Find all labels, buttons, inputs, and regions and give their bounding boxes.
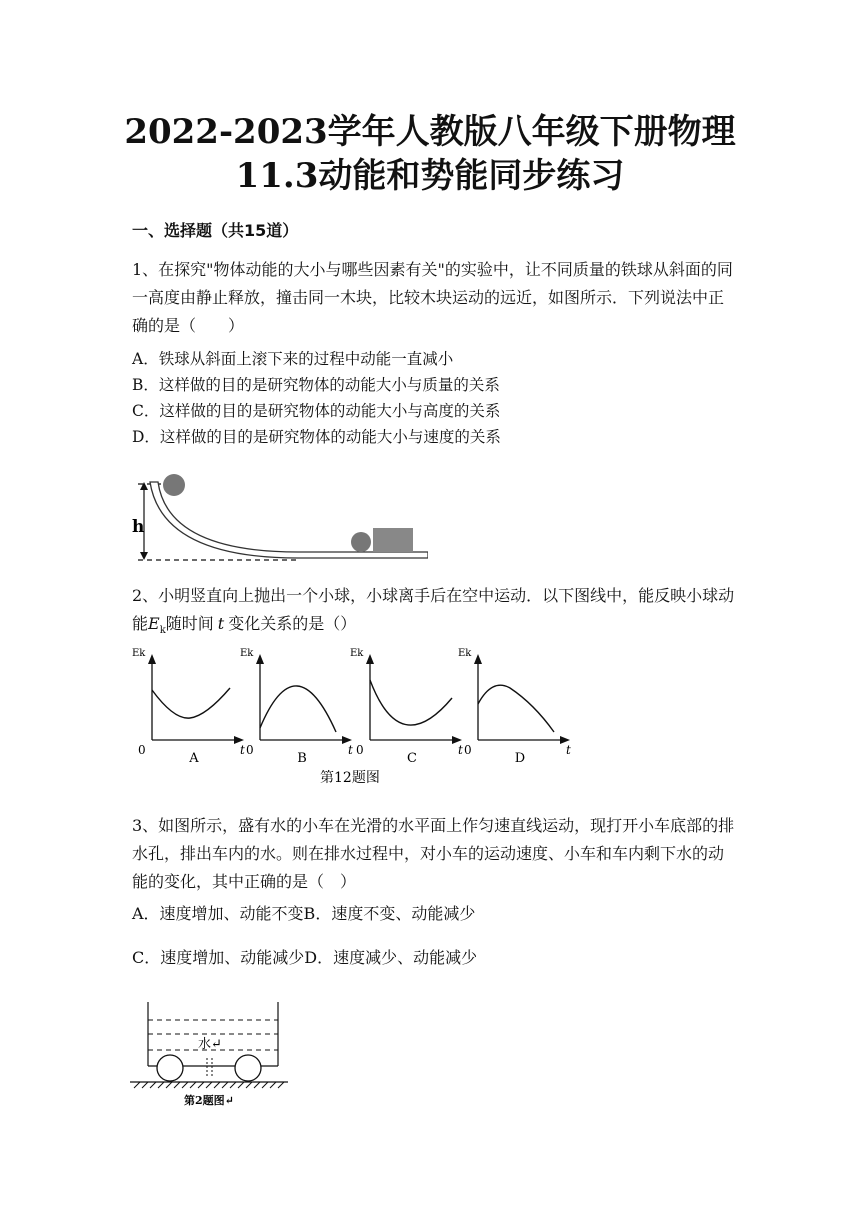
ek-graph-D	[458, 648, 571, 766]
question-3-stem: 3、如图所示，盛有水的小车在光滑的水平面上作匀速直线运动，现打开小车底部的排水孔，排出车内的水。则在排水过程中，对小车的运动速度、小车和车内剩下水的动能的变化，其中正确的是（ ）	[132, 816, 735, 891]
origin-label: 0	[356, 743, 364, 757]
origin-label: 0	[246, 743, 254, 757]
question-3-options-cd: C．速度增加、动能减少D．速度减少、动能减少	[132, 948, 478, 967]
graph-option-label: A	[189, 751, 199, 766]
ek-curve	[152, 688, 230, 718]
y-axis-arrow	[256, 654, 264, 664]
left-wheel	[157, 1055, 183, 1081]
ek-curve	[260, 686, 336, 732]
graph-option-label: D	[514, 751, 526, 766]
question-1-option-d: D．这样做的目的是研究物体的动能大小与速度的关系	[132, 428, 501, 446]
origin-label: 0	[138, 743, 146, 757]
question-1-stem: 1、在探究"物体动能的大小与哪些因素有关"的实验中，让不同质量的铁球从斜面的同一高度由静止释放，撞击同一木块，比较木块运动的远近，如图所示．下列说法中正确的是（ ）	[132, 260, 733, 335]
iron-ball-top	[163, 474, 185, 496]
y-axis-label: Ek	[350, 648, 364, 659]
ek-graph-A	[132, 648, 245, 766]
right-wheel	[235, 1055, 261, 1081]
y-axis-arrow	[366, 654, 374, 664]
question-1-option-c: C．这样做的目的是研究物体的动能大小与高度的关系	[132, 402, 501, 420]
ek-graph-B	[240, 648, 353, 766]
cart-caption: 第2题图↵	[184, 1094, 234, 1107]
iron-ball-bottom	[351, 532, 371, 552]
x-axis-label: t	[566, 743, 571, 757]
question-3-figure	[128, 1000, 298, 1108]
x-axis-label: t	[348, 743, 353, 757]
document-title-line2: 11.3动能和势能同步练习	[235, 156, 625, 196]
y-axis-arrow	[474, 654, 482, 664]
ek-curve	[478, 685, 554, 732]
section-heading: 一、选择题（共15道）	[132, 221, 299, 240]
height-label: h	[132, 517, 145, 537]
ek-curve	[370, 680, 452, 725]
question-1-option-a: A．铁球从斜面上滚下来的过程中动能一直减小	[132, 350, 454, 368]
document-title-line1: 2022-2023学年人教版八年级下册物理	[124, 112, 736, 152]
ek-graph-C	[350, 648, 463, 766]
graph-option-label: B	[297, 751, 307, 766]
y-axis-arrow	[148, 654, 156, 664]
graphs-caption: 第12题图	[320, 770, 380, 786]
y-axis-label: Ek	[458, 648, 472, 659]
question-3-options-ab: A．速度增加、动能不变B．速度不变、动能减少	[132, 904, 476, 923]
x-axis-label: t	[458, 743, 463, 757]
x-axis-label: t	[240, 743, 245, 757]
question-1-option-b: B．这样做的目的是研究物体的动能大小与质量的关系	[132, 376, 500, 394]
question-2-graphs	[130, 640, 580, 790]
water-label: 水↵	[198, 1037, 222, 1052]
question-2-stem: 2、小明竖直向上抛出一个小球，小球离手后在空中运动．以下图线中，能反映小球动能$E_k$随时间 t 变化关系的是（）	[132, 586, 735, 637]
y-axis-label: Ek	[240, 648, 254, 659]
y-axis-label: Ek	[132, 648, 146, 659]
graph-option-label: C	[407, 751, 417, 766]
wooden-block	[373, 528, 413, 552]
question-1-figure	[128, 468, 428, 568]
origin-label: 0	[464, 743, 472, 757]
